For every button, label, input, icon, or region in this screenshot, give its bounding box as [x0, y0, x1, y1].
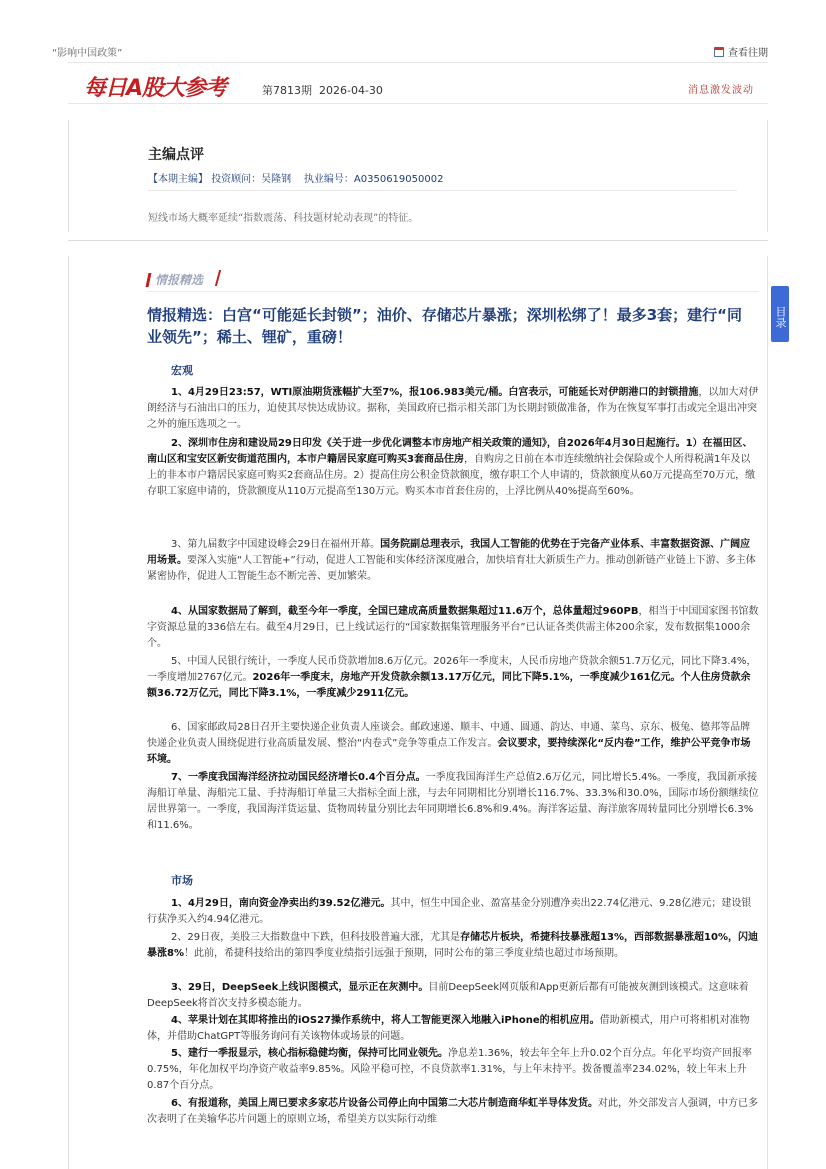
- macro-item-6: 6、国家邮政局28日召开主要快递企业负责人座谈会。邮政速递、顺丰、中通、圆通、韵达、申通、菜鸟、京东、极兔、德邦等品牌快递企业负责人围绕促进行业高质量发展、整治“内卷式”竞争等重点工作发言。会议要求，要持续深化“反内卷”工作，维护公平竞争市场环境。: [147, 722, 751, 765]
- macro-item-1: 1、4月29日23:57，WTI原油期货涨幅扩大至7%，报106.983美元/桶。白宫表示，可能延长对伊朗港口的封锁措施，以加大对伊朗经济与石油出口的压力，迫使其尽快达成协议。据称，美国政府已指示相关部门为长期封锁做准备，作为在恢复军事打击或完全退出冲突之外的施压选项之一。: [147, 387, 759, 430]
- top-note: “影响中国政策”: [52, 48, 123, 59]
- section-separator: [68, 240, 768, 256]
- market-item-5: 5、建行一季报显示，核心指标稳健均衡，保持可比同业领先。净息差1.36%，较去年全年上升0.02个百分点。年化平均资产回报率0.75%，年化加权平均净资产收益率9.85%。风险平稳可控，不良贷款率1.31%，与上年末持平。拨备覆盖率234.02%，较上年末上升0.87个百分点。: [147, 1048, 753, 1091]
- market-item-3: 3、29日，DeepSeek上线识图模式，显示正在灰测中。目前DeepSeek网页版和App更新后都有可能被灰测到该模式。这意味着DeepSeek将首次支持多模态能力。: [147, 982, 749, 1009]
- editorial-title: 主编点评: [148, 147, 204, 163]
- market-item-4: 4、苹果计划在其即将推出的iOS27操作系统中，将人工智能更深入地融入iPhone的相机应用。借助新模式，用户可将相机对准物体，并借助ChatGPT等服务询问有关该物体或场景的问题。: [147, 1015, 750, 1042]
- issue-date: 2026-04-30: [319, 84, 383, 97]
- tag-tick: [215, 270, 221, 286]
- editorial-license: 执业编号：A0350619050002: [303, 174, 444, 185]
- section-tag: [147, 270, 759, 292]
- top-bar: [0, 0, 826, 62]
- editorial-card: [68, 120, 768, 232]
- issue-info: [262, 82, 383, 98]
- editorial-advisor: 投资顾问：吴隆钢: [211, 174, 292, 185]
- headline: 情报精选：白宫“可能延长封锁”；油价、存储芯片暴涨；深圳松绑了！最多3套；建行“同业领先”；稀土、锂矿，重磅！: [147, 306, 743, 346]
- editorial-tag: 【本期主编】: [148, 174, 208, 185]
- editorial-meta: [148, 170, 443, 185]
- macro-item-4: 4、从国家数据局了解到，截至今年一季度，全国已建成高质量数据集超过11.6万个，总体量超过960PB，相当于中国国家图书馆数字资源总量的336倍左右。截至4月29日，已上线试运行的“国家数据集管理服务平台”已认证各类供需主体200余家，发布数据集1000余个。: [147, 606, 759, 649]
- slogan: 消息激发波动: [688, 85, 754, 96]
- market-item-6: 6、有报道称，美国上周已要求多家芯片设备公司停止向中国第二大芯片制造商华虹半导体发货。对此，外交部发言人强调，中方已多次表明了在美输华芯片问题上的原则立场，希望美方以实际行动维: [147, 1098, 758, 1125]
- toc-tab[interactable]: 目录: [771, 286, 789, 342]
- logo: 每日A股大参考: [84, 76, 227, 101]
- market-item-2: 2、29日夜，美股三大指数盘中下跌，但科技股普遍大涨，尤其是存储芯片板块，希捷科技暴涨超13%，西部数据暴涨超10%，闪迪暴涨8%！此前，希捷科技给出的第四季度业绩指引远强于预期，同时公布的第三季度业绩也超过市场预期。: [147, 932, 758, 959]
- market-heading: 市场: [171, 874, 193, 887]
- macro-heading: 宏观: [171, 364, 193, 377]
- market-item-1: 1、4月29日，南向资金净卖出约39.52亿港元。其中，恒生中国企业、盈富基金分别遭净卖出22.74亿港元、9.28亿港元；建设银行获净买入约4.94亿港元。: [147, 898, 752, 925]
- macro-item-5: 5、中国人民银行统计，一季度人民币贷款增加8.6万亿元。2026年一季度末，人民币房地产贷款余额51.7万亿元，同比下降3.4%，一季度增加2767亿元。2026年一季度末，房地产开发贷款余额13.17万亿元，同比下降5.1%，一季度减少161亿元。个人住房贷款余额36.72万亿元，同比下降3.1%，一季度减少2911亿元。: [147, 656, 757, 699]
- editorial-summary: 短线市场大概率延续“指数震荡、科技题材轮动表现”的特征。: [148, 213, 419, 224]
- history-label[interactable]: 查看往期: [728, 48, 768, 59]
- tag-bar: [146, 273, 152, 287]
- macro-item-2: 2、深圳市住房和建设局29日印发《关于进一步优化调整本市房地产相关政策的通知》，自2026年4月30日起施行。1）在福田区、南山区和宝安区新安街道范围内，本市户籍居民家庭可购买3套商品住房，自购房之日前在本市连续缴纳社会保险或个人所得税满1年及以上的非本市户籍居民家庭可购买2套商品住房。2）提高住房公积金贷款额度，缴存职工个人申请的，贷款额度从60万元提高至70万元，缴存职工家庭申请的，贷款额度从110万元提高至130万元。购买本市首套住房的，上浮比例从40%提高至60%。: [147, 438, 756, 497]
- calendar-icon: [714, 47, 724, 57]
- content-card: [68, 256, 768, 1169]
- macro-item-7: 7、一季度我国海洋经济拉动国民经济增长0.4个百分点。一季度我国海洋生产总值2.6万亿元，同比增长5.4%。一季度，我国新承接海船订单量、海船完工量、手持海船订单量三大指标全面上涨，与去年同期相比分别增长116.7%、33.3%和30.0%，国际市场份额继续位居世界第一。一季度，我国海洋货运量、货物周转量分别比去年同期增长6.8%和9.4%。海洋客运量、海洋旅客周转量同比分别增长6.3%和11.6%。: [147, 772, 759, 831]
- divider: [148, 190, 737, 191]
- masthead: [68, 62, 768, 104]
- history-link[interactable]: [714, 44, 768, 59]
- issue-number: 第7813期: [262, 84, 312, 97]
- macro-item-3: 3、第九届数字中国建设峰会29日在福州开幕。国务院副总理表示，我国人工智能的优势在于完备产业体系、丰富数据资源、广阔应用场景。要深入实施“人工智能+”行动，促进人工智能和实体经济深度融合，加快培育壮大新质生产力。推动创新链产业链上下游、多主体紧密协作，促进人工智能生态不断完善、更加繁荣。: [147, 539, 756, 582]
- section-tag-label: 情报精选: [155, 273, 204, 287]
